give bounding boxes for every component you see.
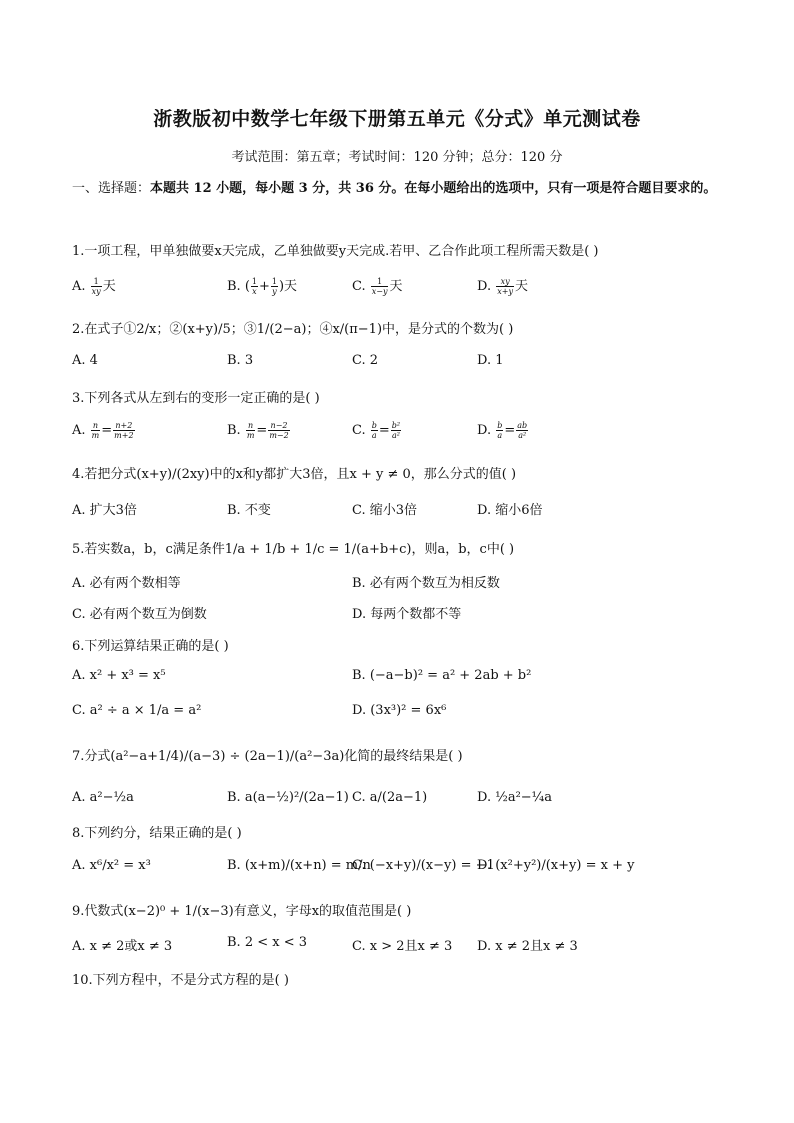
option-a[interactable]: A. 4 xyxy=(72,353,98,368)
option-b[interactable]: B. 2 < x < 3 xyxy=(227,935,308,950)
option-c[interactable]: C. 2 xyxy=(352,353,379,368)
page-title: 浙教版初中数学七年级下册第五单元《分式》单元测试卷 xyxy=(153,108,641,130)
question-10: 10.下列方程中，不是分式方程的是( ) xyxy=(72,973,289,988)
question-8: 8.下列约分，结果正确的是( ) xyxy=(72,826,242,841)
question-9: 9.代数式(x−2)⁰ + 1/(x−3)有意义，字母x的取值范围是( ) xyxy=(72,904,412,919)
option-d[interactable]: D. $\frac{xy}{x+y}$ 天 xyxy=(477,277,528,296)
question-3: 3.下列各式从左到右的变形一定正确的是( ) xyxy=(72,391,320,406)
question-8-options xyxy=(72,858,732,882)
option-a[interactable]: A. x⁶/x² = x³ xyxy=(72,858,151,873)
question-2: 2.在式子①2/x；②(x+y)/5；③1/(2−a)；④x/(π−1)中，是分式的个数为( ) xyxy=(72,322,514,337)
option-b[interactable]: B. ( $\frac{1}{x}$ + $\frac{1}{y}$ )天 xyxy=(227,277,298,296)
option-c[interactable]: C. (−x+y)/(x−y) = −1 xyxy=(352,858,495,873)
option-c[interactable]: C. 缩小3倍 xyxy=(352,503,418,518)
option-b[interactable]: B. 不变 xyxy=(227,503,271,518)
option-b[interactable]: B. $\frac{n}{m}$ = $\frac{n-2}{m-2}$ xyxy=(227,421,289,440)
option-a[interactable]: A. 扩大3倍 xyxy=(72,503,137,518)
question-7: 7.分式(a²−a+1/4)/(a−3) ÷ (2a−1)/(a²−3a)化简的最终结果是( ) xyxy=(72,749,463,764)
question-4: 4.若把分式(x+y)/(2xy)中的x和y都扩大3倍，且x + y ≠ 0，那么分式的值( ) xyxy=(72,467,517,482)
option-d[interactable]: D. (3x³)² = 6x⁶ xyxy=(352,703,447,718)
question-7-options xyxy=(72,790,732,814)
option-c[interactable]: C. a² ÷ a × 1/a = a² xyxy=(72,703,202,718)
option-c[interactable]: C. 必有两个数互为倒数 xyxy=(72,607,207,622)
option-b[interactable]: B. a(a−½)²/(2a−1) xyxy=(227,790,349,805)
option-a[interactable]: A. $\frac{n}{m}$ = $\frac{n+2}{m+2}$ xyxy=(72,421,134,440)
option-b[interactable]: B. (x+m)/(x+n) = m/n xyxy=(227,858,371,873)
option-d[interactable]: D. ½a²−¼a xyxy=(477,790,553,805)
option-a[interactable]: A. $\frac{1}{xy}$ 天 xyxy=(72,277,116,296)
section-heading xyxy=(72,174,732,204)
option-b[interactable]: B. 3 xyxy=(227,353,254,368)
section-title: 一、选择题： xyxy=(72,181,151,196)
question-1: 1.一项工程，甲单独做要x天完成，乙单独做要y天完成.若甲、乙合作此项工程所需天数是( ) xyxy=(72,244,599,259)
option-a[interactable]: A. a²−½a xyxy=(72,790,134,805)
section-desc: 本题共 12 小题，每小题 3 分，共 36 分。在每小题给出的选项中，只有一项是符合题目要求的。 xyxy=(150,181,717,196)
option-d[interactable]: D. 缩小6倍 xyxy=(477,503,543,518)
question-5: 5.若实数a，b，c满足条件1/a + 1/b + 1/c = 1/(a+b+c)，则a，b，c中( ) xyxy=(72,542,515,557)
question-6: 6.下列运算结果正确的是( ) xyxy=(72,639,229,654)
option-c[interactable]: C. x > 2且x ≠ 3 xyxy=(352,939,453,954)
question-2-options xyxy=(72,353,732,377)
option-d[interactable]: D. 每两个数都不等 xyxy=(352,607,462,622)
option-d[interactable]: D. 1 xyxy=(477,353,504,368)
question-4-options xyxy=(72,499,732,523)
option-b[interactable]: B. 必有两个数互为相反数 xyxy=(352,576,500,591)
option-c[interactable]: C. a/(2a−1) xyxy=(352,790,428,805)
question-9-options xyxy=(72,935,732,959)
option-a[interactable]: A. x ≠ 2或x ≠ 3 xyxy=(72,939,173,954)
option-a[interactable]: A. x² + x³ = x⁵ xyxy=(72,668,166,683)
exam-info: 考试范围：第五章；考试时间：120 分钟；总分：120 分 xyxy=(231,150,563,165)
question-3-options xyxy=(72,421,732,445)
option-d[interactable]: D. $\frac{b}{a}$ = $\frac{ab}{\text{a²}}$ xyxy=(477,421,528,440)
question-5-options-1 xyxy=(72,572,732,596)
question-1-options xyxy=(72,275,732,299)
option-b[interactable]: B. (−a−b)² = a² + 2ab + b² xyxy=(352,668,532,683)
question-5-options-2 xyxy=(72,603,732,627)
question-6-options-2 xyxy=(72,703,732,727)
option-d[interactable]: D. (x²+y²)/(x+y) = x + y xyxy=(477,858,635,873)
option-d[interactable]: D. x ≠ 2且x ≠ 3 xyxy=(477,939,578,954)
option-a[interactable]: A. 必有两个数相等 xyxy=(72,576,181,591)
option-c[interactable]: C. $\frac{1}{x-y}$ 天 xyxy=(352,277,403,296)
question-6-options-1 xyxy=(72,668,732,692)
option-c[interactable]: C. $\frac{b}{a}$ = $\frac{\text{b²}}{\text{a²}}$ xyxy=(352,421,401,440)
